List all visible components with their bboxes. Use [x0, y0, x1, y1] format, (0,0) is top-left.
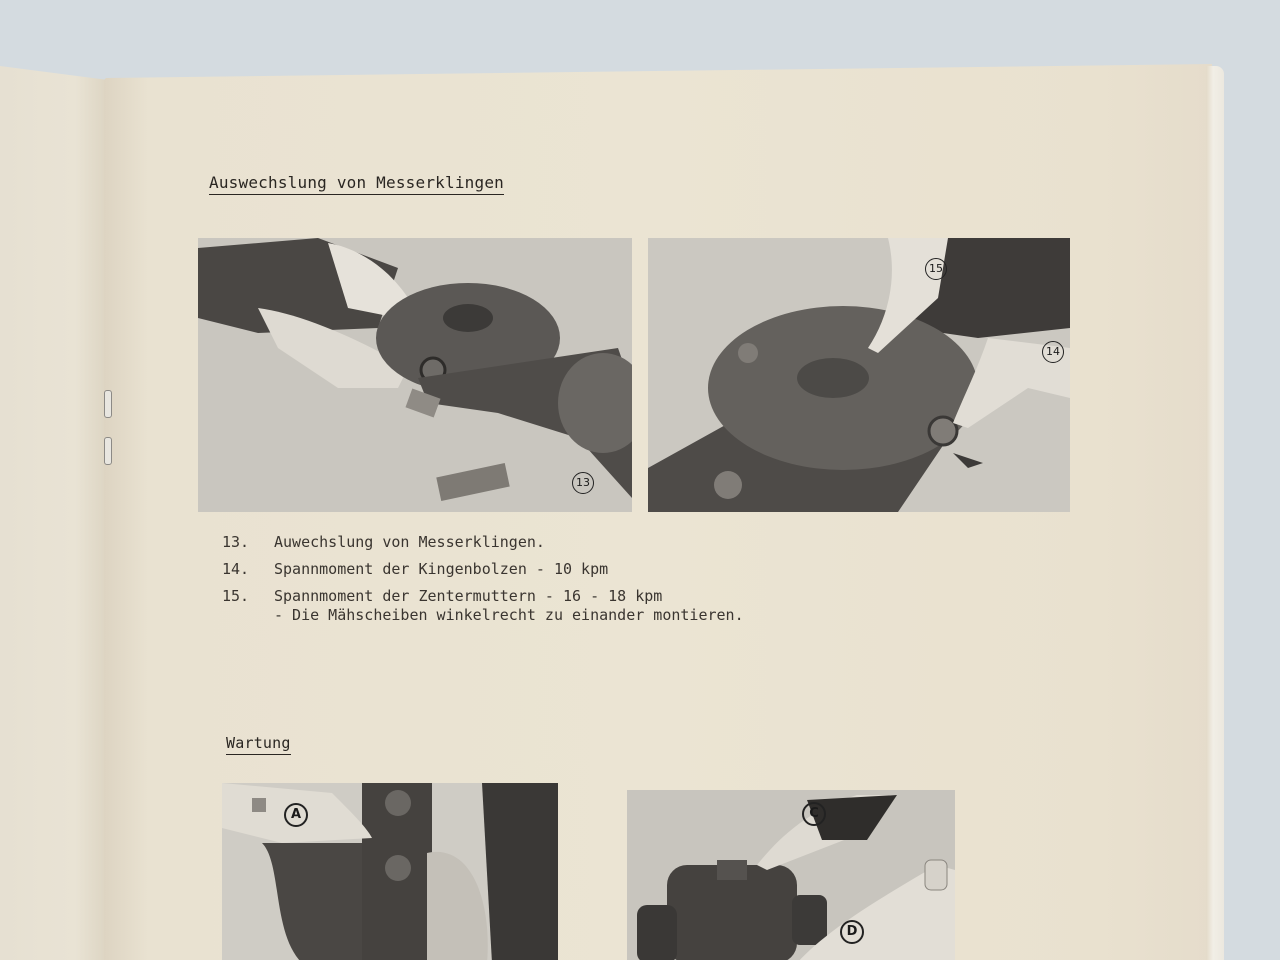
figure-a-photo [222, 783, 558, 960]
callout-d: D [840, 920, 864, 944]
caption-subtext: - Die Mähscheiben winkelrecht zu einander montieren. [274, 606, 744, 624]
page-edge [1206, 66, 1224, 960]
caption-15-note [222, 606, 744, 624]
caption-15 [222, 587, 744, 605]
callout-13: 13 [572, 472, 594, 494]
left-page [0, 66, 108, 960]
maintenance-a-illustration [222, 783, 558, 960]
figure-14-15-photo [648, 238, 1070, 512]
section-heading-maintenance: Wartung [226, 734, 291, 755]
staple-icon [104, 437, 112, 465]
callout-a: A [284, 803, 308, 827]
figure-c-d-photo [627, 790, 955, 960]
caption-13 [222, 533, 744, 551]
section-heading-blade-replacement: Auswechslung von Messerklingen [209, 173, 504, 195]
maintenance-c-d-illustration [627, 790, 955, 960]
callout-15: 15 [925, 258, 947, 280]
figure-captions [222, 533, 744, 633]
caption-text: Spannmoment der Kingenbolzen - 10 kpm [274, 560, 609, 578]
caption-14 [222, 560, 744, 578]
torque-illustration [648, 238, 1070, 512]
caption-text: Auwechslung von Messerklingen. [274, 533, 545, 551]
callout-c: C [802, 802, 826, 826]
figure-13-photo [198, 238, 632, 512]
callout-14: 14 [1042, 341, 1064, 363]
caption-number: 13. [222, 533, 250, 551]
staple-icon [104, 390, 112, 418]
blade-replacement-illustration [198, 238, 632, 512]
caption-text: Spannmoment der Zentermuttern - 16 - 18 kpm [274, 587, 663, 605]
caption-number: 15. [222, 587, 250, 605]
caption-number: 14. [222, 560, 250, 578]
